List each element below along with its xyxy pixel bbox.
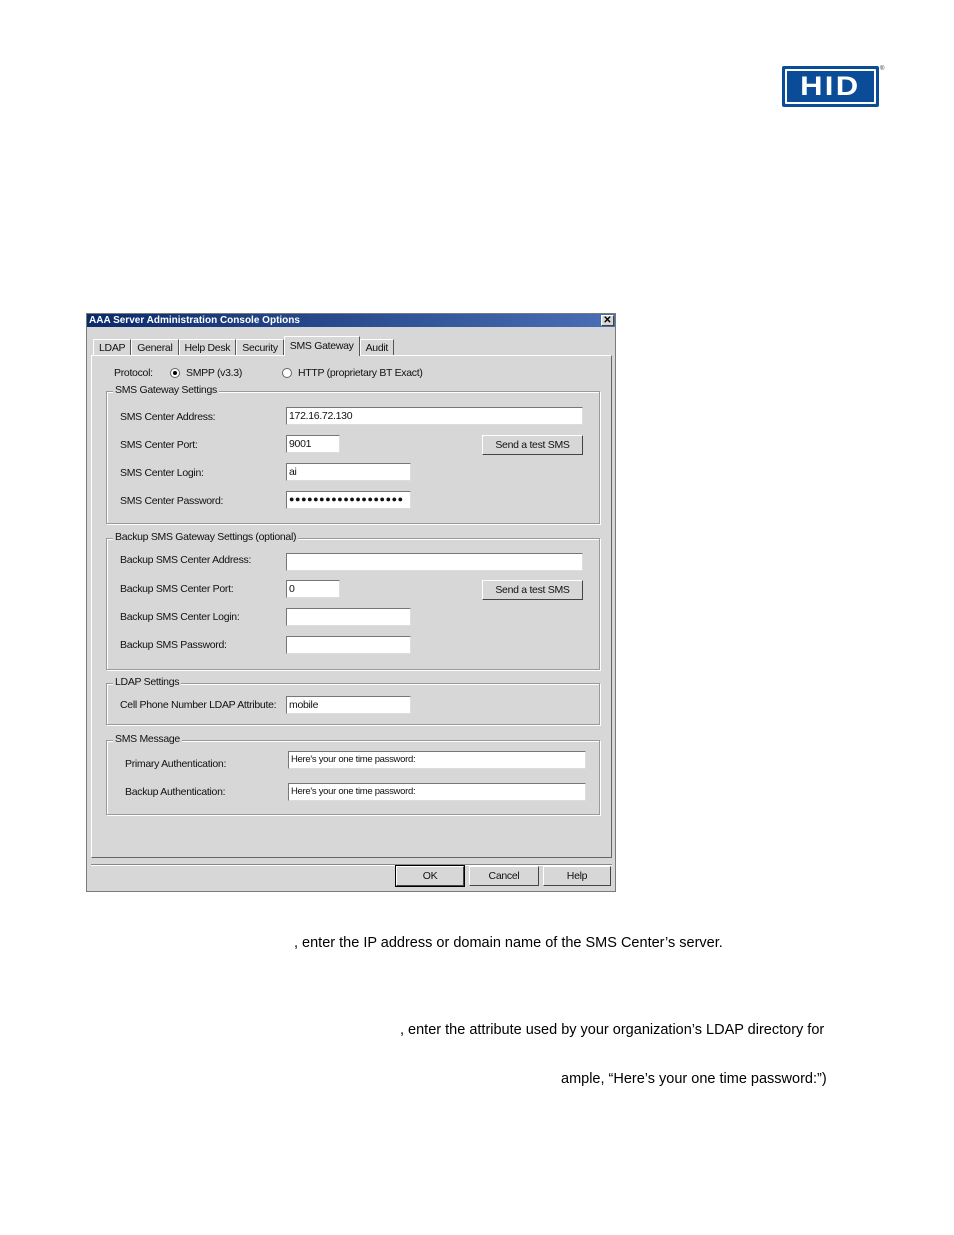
backup-center-login-input[interactable] bbox=[286, 608, 411, 626]
primary-auth-message-input[interactable]: Here's your one time password: bbox=[288, 751, 586, 769]
sms-center-login-input[interactable]: ai bbox=[286, 463, 411, 481]
backup-center-address-label: Backup SMS Center Address: bbox=[120, 554, 252, 566]
tab-security[interactable]: Security bbox=[236, 339, 284, 356]
cancel-button[interactable]: Cancel bbox=[469, 866, 539, 886]
sms-center-address-input[interactable]: 172.16.72.130 bbox=[286, 407, 583, 425]
sms-center-port-input[interactable]: 9001 bbox=[286, 435, 340, 453]
options-dialog bbox=[86, 313, 616, 892]
backup-password-input[interactable] bbox=[286, 636, 411, 654]
sms-center-password-input[interactable]: ●●●●●●●●●●●●●●●●●●● bbox=[286, 491, 411, 509]
sms-center-port-label: SMS Center Port: bbox=[120, 439, 198, 451]
help-button[interactable]: Help bbox=[543, 866, 611, 886]
backup-center-address-input[interactable] bbox=[286, 553, 583, 571]
tab-ldap[interactable]: LDAP bbox=[93, 339, 131, 356]
hid-logo bbox=[782, 66, 879, 107]
protocol-smpp-radio[interactable] bbox=[170, 368, 180, 378]
primary-auth-label: Primary Authentication: bbox=[125, 758, 227, 770]
backup-center-login-label: Backup SMS Center Login: bbox=[120, 611, 240, 623]
dialog-title: AAA Server Administration Console Options bbox=[89, 315, 300, 326]
sms-center-address-label: SMS Center Address: bbox=[120, 411, 216, 423]
backup-password-label: Backup SMS Password: bbox=[120, 639, 227, 651]
backup-auth-message-input[interactable]: Here's your one time password: bbox=[288, 783, 586, 801]
protocol-smpp-label[interactable]: SMPP (v3.3) bbox=[186, 367, 243, 379]
send-test-sms-button[interactable]: Send a test SMS bbox=[482, 435, 583, 455]
ok-button[interactable]: OK bbox=[396, 866, 464, 886]
protocol-http-radio[interactable] bbox=[282, 368, 292, 378]
close-icon[interactable]: ✕ bbox=[601, 315, 614, 326]
tab-bar bbox=[93, 336, 394, 356]
backup-auth-label: Backup Authentication: bbox=[125, 786, 226, 798]
protocol-http-label[interactable]: HTTP (proprietary BT Exact) bbox=[298, 367, 423, 379]
dialog-titlebar[interactable] bbox=[87, 314, 615, 327]
tab-help-desk[interactable]: Help Desk bbox=[179, 339, 237, 356]
cell-phone-attr-label: Cell Phone Number LDAP Attribute: bbox=[120, 699, 277, 711]
sms-center-login-label: SMS Center Login: bbox=[120, 467, 204, 479]
doc-text-line-2: , enter the attribute used by your organization’s LDAP directory for bbox=[400, 1022, 825, 1038]
doc-text-line-1: , enter the IP address or domain name of the SMS Center’s server. bbox=[294, 935, 723, 951]
protocol-label: Protocol: bbox=[114, 367, 153, 379]
ldap-settings-title: LDAP Settings bbox=[115, 676, 180, 688]
backup-gateway-settings-title: Backup SMS Gateway Settings (optional) bbox=[115, 531, 297, 543]
sms-gateway-settings-title: SMS Gateway Settings bbox=[115, 384, 217, 396]
hid-logo-text: HID bbox=[800, 71, 861, 101]
backup-center-port-input[interactable]: 0 bbox=[286, 580, 340, 598]
cell-phone-attr-input[interactable]: mobile bbox=[286, 696, 411, 714]
backup-center-port-label: Backup SMS Center Port: bbox=[120, 583, 234, 595]
doc-text-line-3: ample, “Here’s your one time password:”) bbox=[561, 1071, 827, 1087]
tab-general[interactable]: General bbox=[131, 339, 178, 356]
sms-center-password-label: SMS Center Password: bbox=[120, 495, 224, 507]
tab-sms-gateway[interactable]: SMS Gateway bbox=[284, 336, 360, 356]
sms-message-title: SMS Message bbox=[115, 733, 180, 745]
tab-audit[interactable]: Audit bbox=[360, 339, 394, 356]
sms-gateway-panel bbox=[91, 355, 612, 858]
registered-mark: ® bbox=[880, 66, 885, 72]
backup-send-test-sms-button[interactable]: Send a test SMS bbox=[482, 580, 583, 600]
hid-logo-frame bbox=[785, 69, 876, 104]
